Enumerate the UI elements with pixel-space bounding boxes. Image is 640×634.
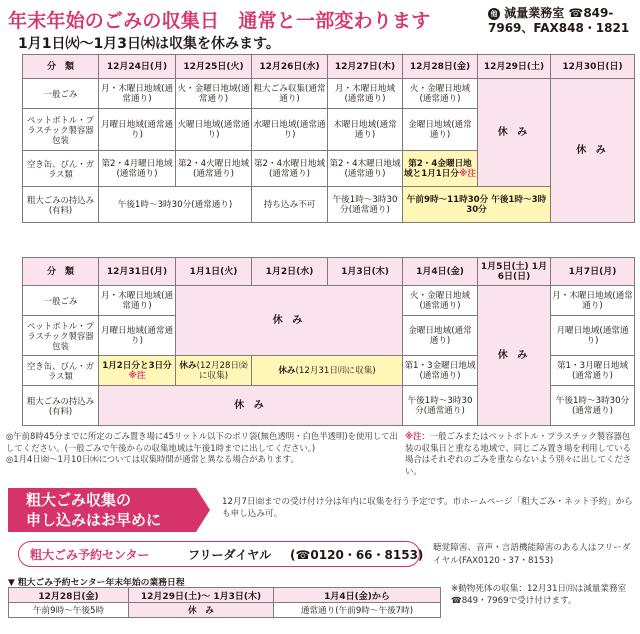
schedule-value-holiday: 休 み [129,603,274,618]
page-subtitle: 1月1日㈫〜1月3日㈭は収集を休みます。 [18,36,280,52]
cell: 月・木曜日地域(通常通り) [99,286,176,316]
cell: 第1・3金曜日地域(通常通り) [403,356,478,386]
col-header-jan1: 1月1日(火) [176,258,252,286]
cell: 午後1時〜3時30分(通常通り) [551,386,635,426]
cell-text: 1月2日分と3日分 [102,360,172,371]
col-header-dec24: 12月24日(月) [99,55,176,79]
cell: 月・木曜日地域(通常通り) [99,79,176,109]
row-label-pet: ペットボトル・プラスチック製容器包装 [23,109,99,151]
row-label-general: 一般ごみ [23,286,99,316]
cell: 粗大ごみ収集(通常通り) [252,79,328,109]
row-label-cans: 空き缶、びん・ガラス類 [23,151,99,187]
cell: 第1・3月曜日地域(通常通り) [551,356,635,386]
col-header-jan2: 1月2日(水) [252,258,328,286]
holiday-cell-jan1-3: 休 み [176,286,403,356]
notes-right [405,431,637,477]
col-header-jan5-6: 1月5日(土) 1月6日(日) [478,258,551,286]
schedule-header: 12月29日(土)〜 1月3日(木) [129,588,274,603]
cell: 木曜日地域(通常通り) [328,109,403,151]
note-body: 一般ごみまたはペットボトル・プラスチック製容器包装の収集日と重なる地域で、同じごみ置き場を利用している場合はそれぞれのごみを重ならないよう別々に出してください。 [405,431,632,476]
free-dial-number[interactable]: (☎0120・66・8153) [290,548,424,562]
hearing-impaired-note: 聴覚障害、音声・言語機能障害のある人はフリーダイヤル(FAX0120・37・8153) [433,543,631,566]
banner-line2: 申し込みはお早めに [26,511,162,529]
cell-text: (12月28日㈮に収集) [196,360,248,381]
animal-carcass-note: ※動物死体の収集：12月31日㈪は減量業務室☎849・7969で受け付けます。 [451,584,627,606]
center-schedule-table [8,587,441,618]
free-dial-label: フリーダイヤル [188,548,272,562]
holiday-cell-jan5-6: 休 み [478,286,551,426]
cell: 第2・4水曜日地域(通常通り) [252,151,328,187]
col-header-category: 分 類 [23,55,99,79]
cell: 第2・4火曜日地域(通常通り) [176,151,252,187]
cell: 月曜日地域(通常通り) [99,316,176,356]
office-line2: 7969、FAX848・1821 [488,21,630,35]
cell: 火・金曜日地域(通常通り) [403,79,478,109]
col-header-jan7: 1月7日(月) [551,258,635,286]
cell: 月・木曜日地域(通常通り) [328,79,403,109]
banner-line1: 粗大ごみ収集の [26,491,132,509]
schedule-header: 12月28日(金) [9,588,129,603]
note-mark: ※注 [458,168,476,179]
cell-bold: 休み [278,365,296,376]
cell: 月曜日地域(通常通り) [551,316,635,356]
cell: 水曜日地域(通常通り) [252,109,328,151]
cell: 月曜日地域(通常通り) [99,109,176,151]
reservation-center-name: 粗大ごみ予約センター [30,548,150,562]
cell-special-dec31 [99,356,176,386]
cell: 持ち込み不可 [252,187,328,223]
col-header-dec31: 12月31日(月) [99,258,176,286]
cell: 月・木曜日地域(通常通り) [551,286,635,316]
cell: 金曜日地域(通常通り) [403,316,478,356]
col-header-dec29: 12月29日(土) [478,55,551,79]
note-bag: ◎午前8時45分までに所定のごみ置き場に45リットル以下のポリ袋(無色透明・白色半透明)を使用して出してください。(一般ごみで午後からの収集地域は午後1時までに出してください。) [6,431,398,453]
col-header-dec30: 12月30日(日) [551,55,635,79]
schedule-value: 通常通り(午前9時〜午後7時) [274,603,441,618]
row-label-cans: 空き缶、びん・ガラス類 [23,356,99,386]
cell-special-bulky: 午前9時〜11時30分 午後1時〜3時30分 [403,187,551,223]
bulky-banner [8,488,196,532]
row-label-pet: ペットボトル・プラスチック製容器包装 [23,316,99,356]
row-label-bulky: 粗大ごみの持込み(有料) [23,386,99,426]
row-label-bulky: 粗大ごみの持込み(有料) [23,187,99,223]
cell: 火・金曜日地域(通常通り) [403,286,478,316]
cell: 火・金曜日地域(通常通り) [176,79,252,109]
cell-text: 第2・4金曜日地域と1月1日分 [404,158,472,179]
note-time: ◎1月4日㈮〜1月10日㈭については収集時間が通常と異なる場合があります。 [6,454,299,464]
office-seal-icon: 他 [488,8,500,20]
note-head: ※注： [405,431,430,441]
cell-bold: 休み [179,360,197,371]
schedule-value: 午前9時〜午後5時 [9,603,129,618]
row-label-general: 一般ごみ [23,79,99,109]
cell: 午後1時〜3時30分(通常通り) [99,187,252,223]
col-header-dec26: 12月26日(水) [252,55,328,79]
col-header-jan4: 1月4日(金) [403,258,478,286]
banner-arrow-icon [196,488,210,532]
col-header-dec28: 12月28日(金) [403,55,478,79]
notes-left [6,431,404,466]
page-title: 年末年始のごみの収集日 通常と一部変わります [8,10,431,32]
col-header-dec25: 12月25日(火) [176,55,252,79]
cell: 午後1時〜3時30分(通常通り) [403,386,478,426]
schedule-header: 1月4日(金)から [274,588,441,603]
holiday-cell-dec29: 休 み [478,79,551,187]
holiday-cell-dec30: 休 み [551,79,635,223]
col-header-category: 分 類 [23,258,99,286]
office-contact [488,6,636,36]
note-mark: ※注 [128,370,146,381]
col-header-jan3: 1月3日(木) [328,258,403,286]
holiday-cell-bulky: 休 み [99,386,403,426]
cell: 第2・4月曜日地域(通常通り) [99,151,176,187]
cell-special-dec28 [403,151,478,187]
cell: 午後1時〜3時30分(通常通り) [328,187,403,223]
col-header-dec27: 12月27日(木) [328,55,403,79]
cell-text: (12月31日㈪に収集) [295,365,376,376]
cell-jan1-cans [176,356,252,386]
banner-text: 12月7日㈮までの受け付け分は年内に収集を行う予定です。市ホームページ「粗大ごみ・ネット予約」からも申し込み可。 [222,497,633,519]
office-line1: 減量業務室 ☎849- [504,6,614,20]
cell: 第2・4木曜日地域(通常通り) [328,151,403,187]
schedule-title: ▼ 粗大ごみ予約センター年末年始の業務日程 [8,578,185,588]
cell: 火曜日地域(通常通り) [176,109,252,151]
cell-jan2-3-cans [252,356,403,386]
schedule-table-december [22,54,635,223]
cell: 金曜日地域(通常通り) [403,109,478,151]
schedule-table-january [22,257,635,426]
